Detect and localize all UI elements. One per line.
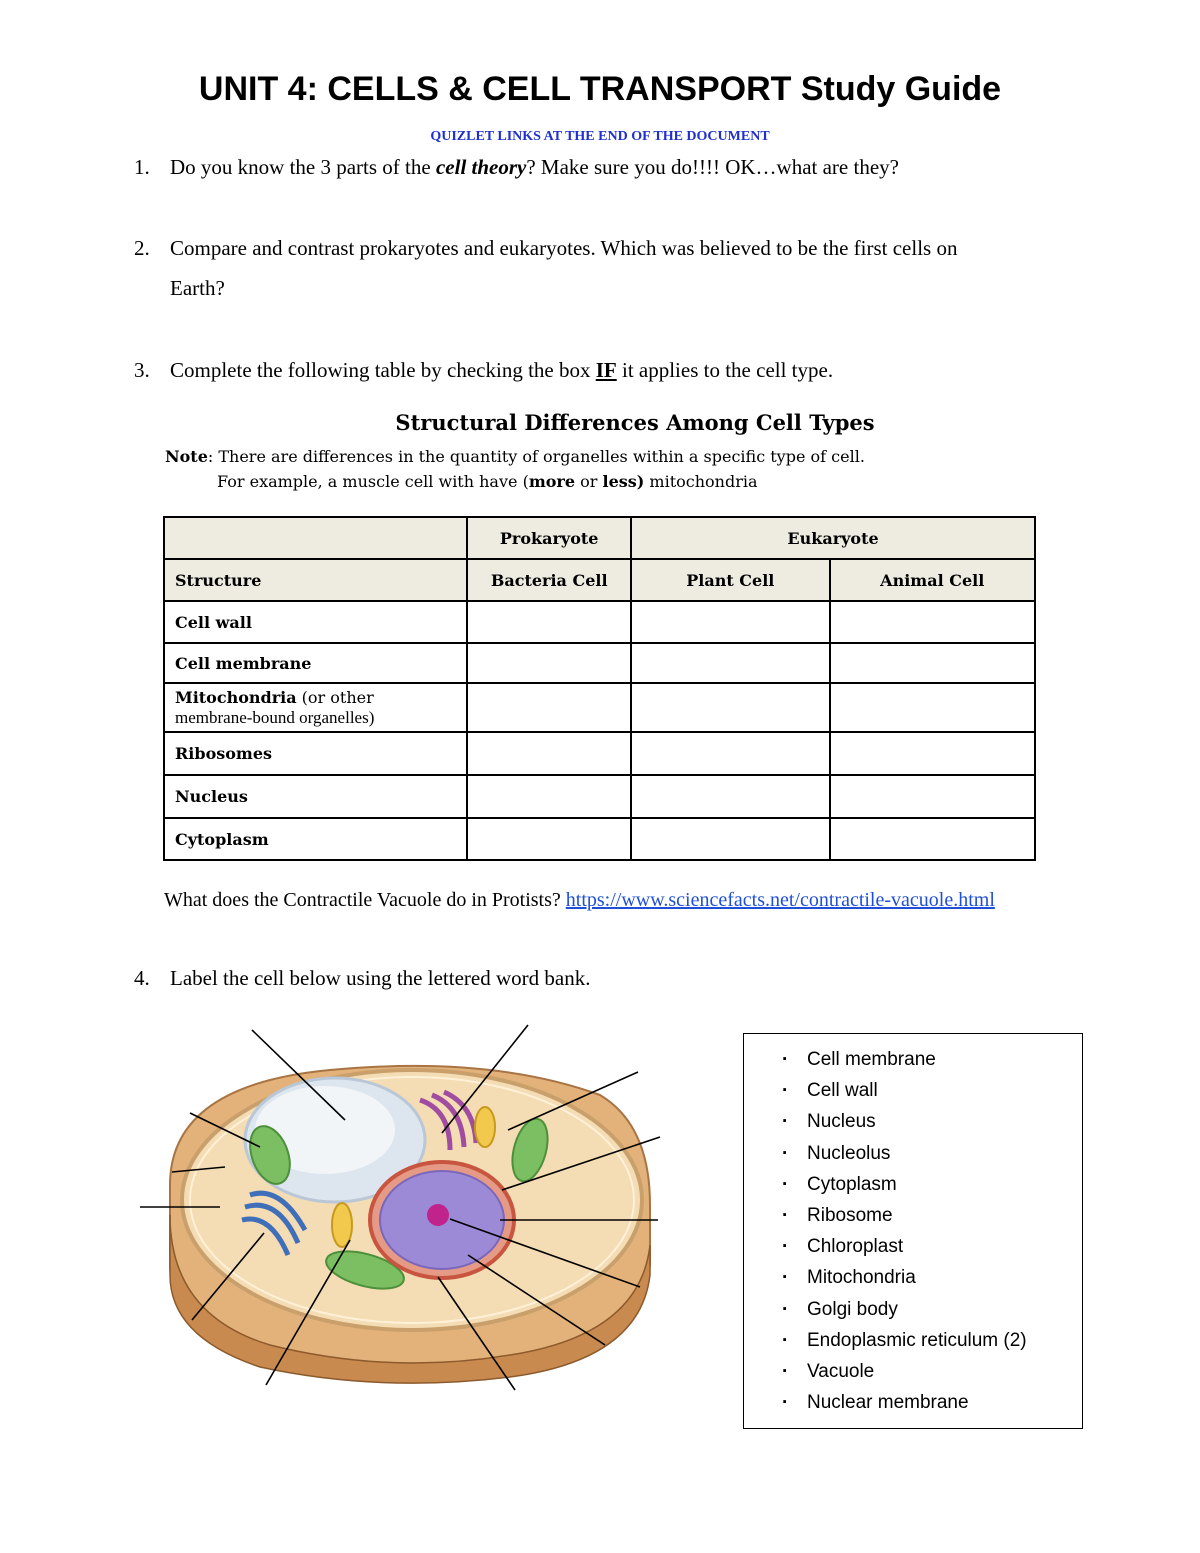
checkbox-cell[interactable] (467, 643, 631, 683)
question-number: 2. (134, 236, 150, 260)
vacuole-question: What does the Contractile Vacuole do in Protists? https://www.sciencefacts.net/contractile-vacuole.html (164, 889, 995, 911)
checkbox-cell[interactable] (830, 732, 1036, 775)
word-bank-item: · Vacuole (744, 1356, 1082, 1387)
word-bank-item: · Nuclear membrane (744, 1387, 1082, 1418)
question-number: 3. (134, 358, 150, 382)
checkbox-cell[interactable] (467, 683, 631, 732)
word-bank-item: · Nucleus (744, 1106, 1082, 1137)
plant-cell-header: Plant Cell (631, 559, 829, 601)
if-emphasis: IF (595, 358, 617, 382)
table-row (164, 601, 1035, 643)
checkbox-cell[interactable] (830, 818, 1036, 860)
question-number: 1. (134, 155, 150, 179)
mitochondrion-shape (475, 1107, 495, 1147)
structure-nucleus: Nucleus (164, 775, 467, 818)
plant-cell-diagram (130, 1015, 670, 1395)
structure-cell-membrane: Cell membrane (164, 643, 467, 683)
checkbox-cell[interactable] (631, 818, 829, 860)
table-row (164, 818, 1035, 860)
checkbox-cell[interactable] (631, 601, 829, 643)
page-title: UNIT 4: CELLS & CELL TRANSPORT Study Guide (198, 70, 1002, 108)
structure-header: Structure (164, 559, 467, 601)
table-row (164, 775, 1035, 818)
structure-cytoplasm: Cytoplasm (164, 818, 467, 860)
word-bank-item: · Cytoplasm (744, 1169, 1082, 1200)
checkbox-cell[interactable] (467, 818, 631, 860)
question-number: 4. (134, 966, 150, 990)
checkbox-cell[interactable] (467, 732, 631, 775)
question-1: 1. Do you know the 3 parts of the cell theory? Make sure you do!!!! OK…what are they? (170, 147, 899, 187)
animal-cell-header: Animal Cell (830, 559, 1036, 601)
word-bank-item: · Endoplasmic reticulum (2) (744, 1325, 1082, 1356)
note-label: Note (165, 447, 208, 466)
word-bank-item: · Mitochondria (744, 1262, 1082, 1293)
table-column-header-row (164, 559, 1035, 601)
word-bank-item: · Golgi body (744, 1294, 1082, 1325)
structure-cell-wall: Cell wall (164, 601, 467, 643)
table-group-header-row (164, 517, 1035, 559)
checkbox-cell[interactable] (631, 683, 829, 732)
prokaryote-header: Prokaryote (467, 517, 631, 559)
word-bank-item: · Chloroplast (744, 1231, 1082, 1262)
question-4: 4. Label the cell below using the lettered word bank. (170, 958, 590, 998)
checkbox-cell[interactable] (631, 775, 829, 818)
checkbox-cell[interactable] (830, 601, 1036, 643)
checkbox-cell[interactable] (830, 643, 1036, 683)
table-row (164, 643, 1035, 683)
eukaryote-header: Eukaryote (631, 517, 1035, 559)
checkbox-cell[interactable] (830, 683, 1036, 732)
word-bank-item: · Cell wall (744, 1075, 1082, 1106)
cell-types-table (163, 516, 1036, 861)
sciencefacts-link[interactable]: https://www.sciencefacts.net/contractile-vacuole.html (565, 889, 995, 911)
word-bank-item: · Nucleolus (744, 1138, 1082, 1169)
structure-ribosomes: Ribosomes (164, 732, 467, 775)
checkbox-cell[interactable] (467, 601, 631, 643)
table-row (164, 683, 1035, 732)
word-bank-item: · Ribosome (744, 1200, 1082, 1231)
quizlet-note: QUIZLET LINKS AT THE END OF THE DOCUMENT (430, 129, 770, 144)
nucleolus-shape (427, 1204, 449, 1226)
checkbox-cell[interactable] (631, 732, 829, 775)
cell-theory-emphasis: cell theory (435, 155, 527, 179)
question-3: 3. Complete the following table by checking the box IF it applies to the cell type. (170, 350, 833, 390)
table-row (164, 732, 1035, 775)
question-2: 2. Compare and contrast prokaryotes and eukaryotes. Which was believed to be the first cells on Earth? (170, 228, 1090, 308)
word-bank (743, 1033, 1083, 1429)
checkbox-cell[interactable] (631, 643, 829, 683)
note: Note: There are differences in the quantity of organelles within a specific type of cell. For example, a muscle cell with have (more or less) mitochondria (165, 447, 865, 491)
bacteria-cell-header: Bacteria Cell (467, 559, 631, 601)
checkbox-cell[interactable] (467, 775, 631, 818)
word-bank-item: · Cell membrane (744, 1044, 1082, 1075)
checkbox-cell[interactable] (830, 775, 1036, 818)
structure-mitochondria: Mitochondria (or other membrane-bound organelles) (164, 683, 467, 732)
table-heading: Structural Differences Among Cell Types (395, 410, 875, 435)
